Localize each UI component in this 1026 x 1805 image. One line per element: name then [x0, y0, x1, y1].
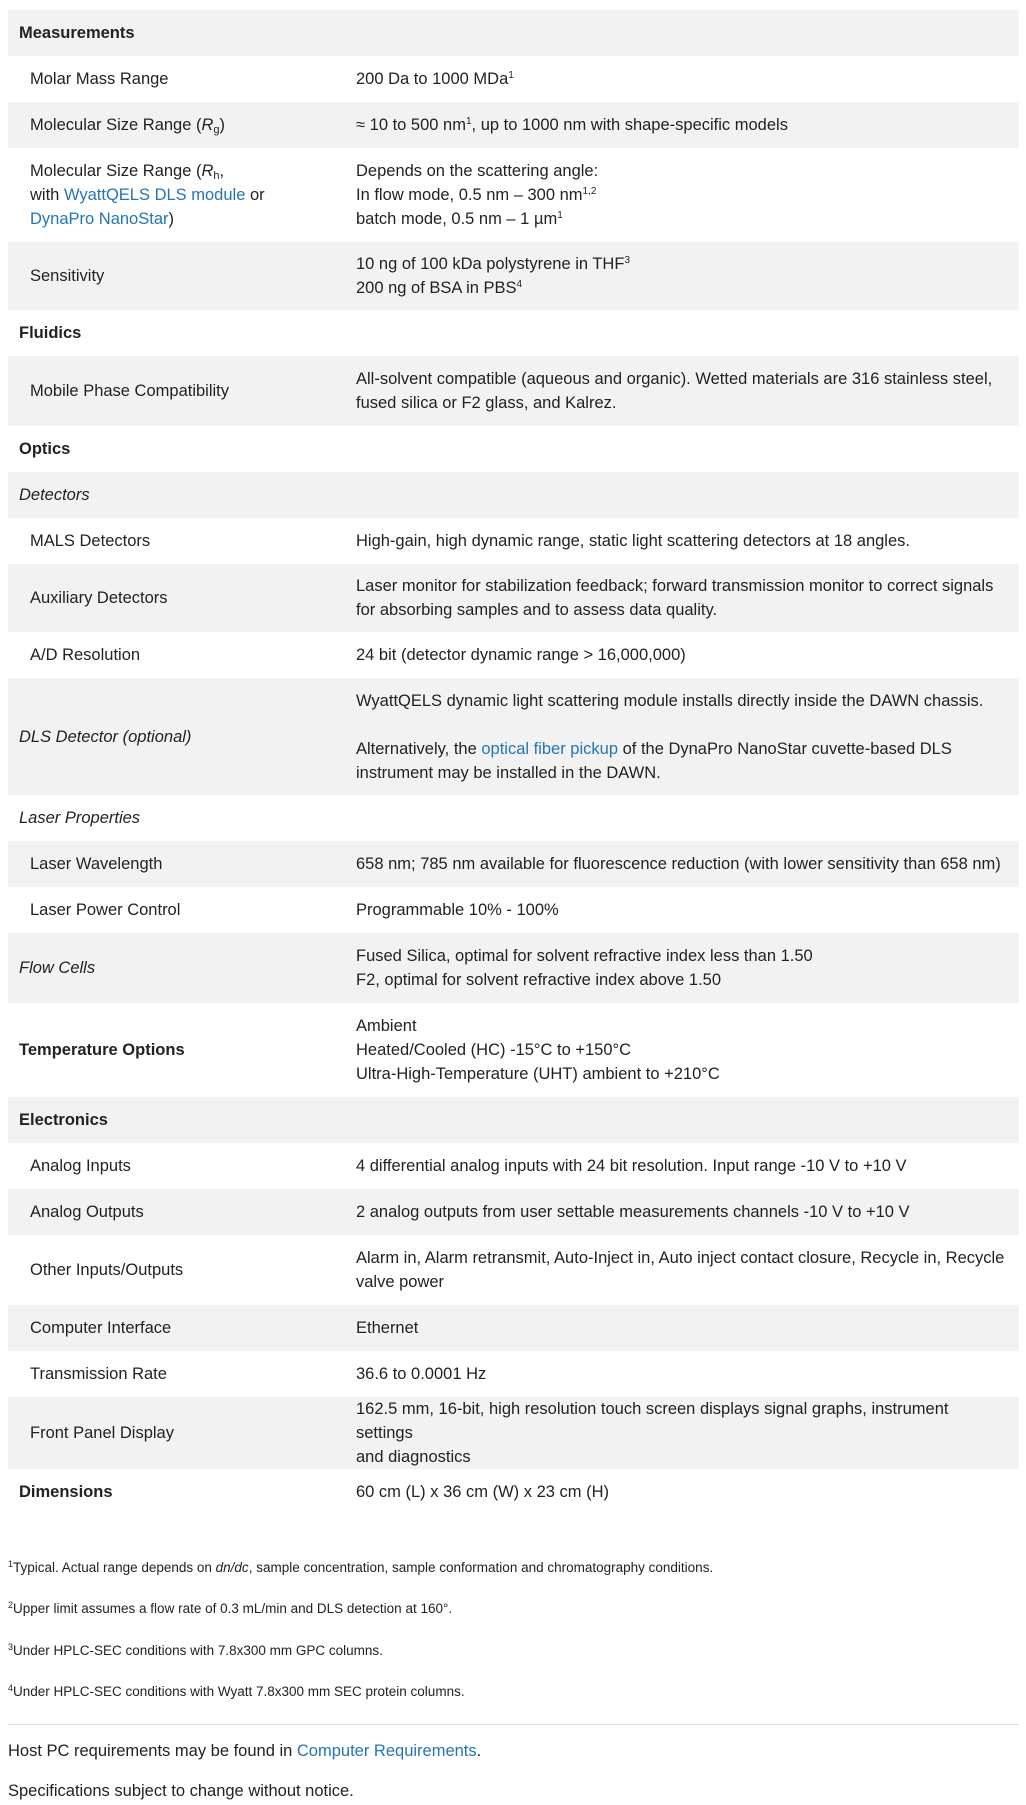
spec-label: Laser Wavelength [8, 841, 347, 887]
spec-value: 36.6 to 0.0001 Hz [356, 1365, 487, 1383]
spec-value: Ambient Heated/Cooled (HC) -15°C to +150°C Ultra-High-Temperature (UHT) ambient to +210°C [356, 1017, 720, 1083]
spec-row-analog-inputs [8, 1143, 1019, 1189]
spec-row-sensitivity [8, 242, 1019, 310]
section-row-fluidics [8, 310, 1019, 356]
spec-value: 200 Da to 1000 MDa$^1$ [356, 70, 514, 88]
subsection-heading: Detectors [8, 472, 347, 518]
spec-value: 2 analog outputs from user settable measurements channels -10 V to +10 V [347, 1189, 1019, 1235]
spec-label: Molecular Size Range ($R_h$, with WyattQELS DLS module or DynaPro NanoStar) [30, 162, 265, 228]
spec-label: Transmission Rate [30, 1365, 167, 1383]
dynapro-nanostar-link[interactable]: DynaPro NanoStar [30, 210, 169, 228]
footnote-1: $^1$Typical. Actual range depends on dn/dc, sample concentration, sample conformation and chromatography conditions. [8, 1559, 714, 1575]
spec-row-computer-interface [8, 1305, 1019, 1351]
spec-value: 658 nm; 785 nm available for fluorescence reduction (with lower sensitivity than 658 nm) [347, 841, 1019, 887]
spec-row-ad-resolution [8, 632, 1019, 678]
subsection-heading: Laser Properties [19, 809, 141, 827]
spec-value: Alarm in, Alarm retransmit, Auto-Inject in, Auto inject contact closure, Recycle in, Recycle valve power [356, 1249, 1005, 1291]
footnote-4: $^4$Under HPLC-SEC conditions with Wyatt 7.8x300 mm SEC protein columns. [8, 1683, 465, 1699]
spec-label: Laser Power Control [30, 901, 181, 919]
spec-value: 24 bit (detector dynamic range > 16,000,000) [356, 646, 686, 664]
spec-label: MALS Detectors [30, 532, 151, 550]
spec-label: Molecular Size Range $(R_g)$ [8, 102, 347, 148]
spec-label: Dimensions [19, 1483, 113, 1501]
spec-label: Analog Outputs [8, 1189, 347, 1235]
subsection-row-laser-properties [8, 795, 1019, 841]
spec-label: Mobile Phase Compatibility [8, 356, 347, 426]
section-heading: Measurements [8, 10, 347, 56]
spec-value: All-solvent compatible (aqueous and organic). Wetted materials are 316 stainless steel, fused silica or F2 glass, and Kalrez. [347, 356, 1019, 426]
spec-label: Auxiliary Detectors [8, 564, 347, 632]
optical-fiber-pickup-link[interactable]: optical fiber pickup [481, 739, 619, 758]
spec-row-dls-detector [8, 678, 1019, 795]
spec-value: Laser monitor for stabilization feedback; forward transmission monitor to correct signals for absorbing samples and to assess data quality. [347, 564, 1019, 632]
spec-row-temperature [8, 1003, 1019, 1097]
spec-label: Computer Interface [8, 1305, 347, 1351]
spec-value: Programmable 10% - 100% [356, 901, 559, 919]
spec-row-flow-cells [8, 933, 1019, 1003]
spec-label: Analog Inputs [30, 1157, 131, 1175]
spec-label: A/D Resolution [30, 646, 141, 664]
spec-row-mobile-phase [8, 356, 1019, 426]
spec-label: Sensitivity [8, 242, 347, 310]
spec-value: 4 differential analog inputs with 24 bit resolution. Input range -10 V to +10 V [356, 1157, 907, 1175]
specifications-table [8, 10, 1019, 1515]
computer-requirements-link[interactable]: Computer Requirements [296, 1742, 477, 1760]
spec-value: 60 cm (L) x 36 cm (W) x 23 cm (H) [356, 1483, 610, 1501]
spec-row-laser-wavelength [8, 841, 1019, 887]
spec-row-auxiliary [8, 564, 1019, 632]
footnote-3: $^3$Under HPLC-SEC conditions with 7.8x300 mm GPC columns. [8, 1642, 383, 1658]
spec-row-other-io [8, 1235, 1019, 1305]
footnote-2: $^2$Upper limit assumes a flow rate of 0.3 mL/min and DLS detection at 160°. [8, 1600, 453, 1616]
spec-value: ≈ 10 to 500 $nm^1$, up to 1000 nm with shape-specific models [347, 102, 1019, 148]
spec-label: Other Inputs/Outputs [30, 1261, 184, 1279]
wyattqels-dls-module-link[interactable]: WyattQELS DLS module [63, 186, 246, 204]
section-heading: Optics [19, 440, 71, 458]
section-row-measurements [8, 10, 1019, 56]
spec-row-analog-outputs [8, 1189, 1019, 1235]
spec-value: High-gain, high dynamic range, static light scattering detectors at 18 angles. [356, 532, 910, 550]
pc-requirements-note: Host PC requirements may be found in Computer Requirements. [8, 1742, 482, 1760]
change-notice: Specifications subject to change without notice. [8, 1782, 354, 1800]
spec-value: Fused Silica, optimal for solvent refractive index less than 1.50 F2, optimal for solvent refractive index above 1.50 [347, 933, 1019, 1003]
spec-value: Depends on the scattering angle: In flow mode, 0.5 nm – 300 nm$^{1,2}$ batch mode, 0.5 nm – 1 µm$^1$ [356, 162, 599, 228]
spec-label: Front Panel Display [8, 1397, 347, 1469]
spec-row-molar-mass [8, 56, 1019, 102]
spec-row-transmission-rate [8, 1351, 1019, 1397]
subsection-row-detectors [8, 472, 1019, 518]
section-row-electronics [8, 1097, 1019, 1143]
spec-label: Molar Mass Range [30, 70, 169, 88]
divider [8, 1724, 1019, 1725]
spec-value: Ethernet [347, 1305, 1019, 1351]
spec-label: Flow Cells [8, 933, 347, 1003]
spec-row-mals [8, 518, 1019, 564]
spec-row-dimensions [8, 1469, 1019, 1515]
spec-row-laser-power [8, 887, 1019, 933]
section-heading: Fluidics [19, 324, 82, 342]
spec-row-size-rh [8, 148, 1019, 242]
spec-label: DLS Detector (optional) [8, 678, 347, 795]
spec-row-front-panel-display [8, 1397, 1019, 1469]
spec-value: 162.5 mm, 16-bit, high resolution touch screen displays signal graphs, instrument settings and diagnostics [347, 1397, 1019, 1469]
section-heading: Electronics [8, 1097, 347, 1143]
spec-value: WyattQELS dynamic light scattering module installs directly inside the DAWN chassis. Alternatively, the optical fiber pickup of the DynaPro NanoStar cuvette-based DLS instrument may be installed in the DAWN. [347, 678, 1019, 795]
spec-value: 10 ng of 100 kDa polystyrene in THF$^3$ 200 ng of BSA in PBS$^4$ [347, 242, 1019, 310]
spec-row-size-rg [8, 102, 1019, 148]
section-row-optics [8, 426, 1019, 472]
spec-label: Temperature Options [19, 1041, 185, 1059]
